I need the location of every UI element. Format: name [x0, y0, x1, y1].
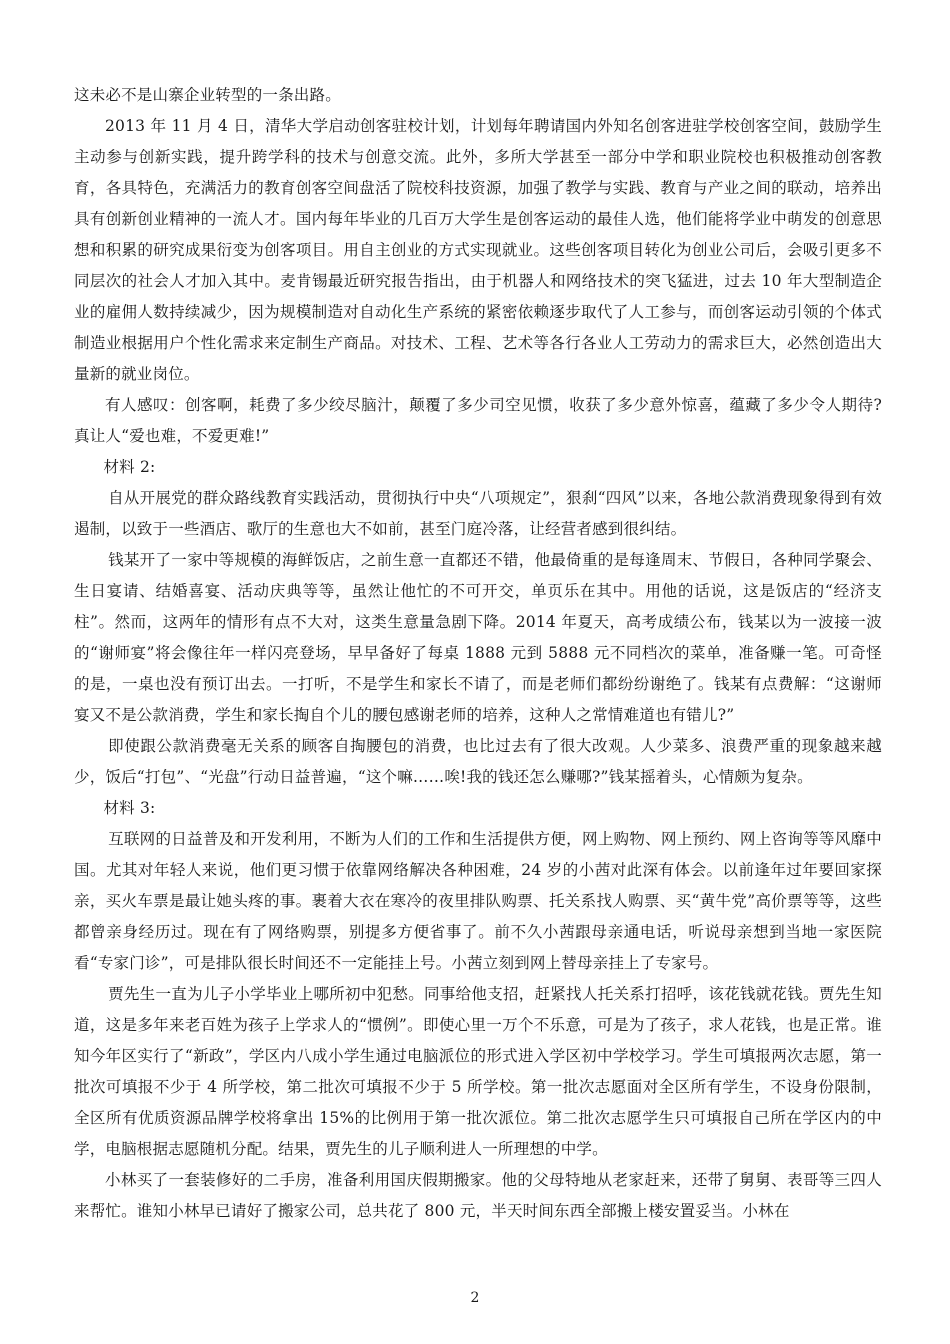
paragraph-7: 即使跟公款消费毫无关系的顾客自掏腰包的消费，也比过去有了很大改观。人少菜多、浪费严重的现象越来越少，饭后“打包”、“光盘”行动日益普遍，“这个嘛……唉!我的钱还怎么赚哪?”钱某摇着头，心情颇为复杂。	[74, 737, 882, 786]
paragraph-10: 贾先生一直为儿子小学毕业上哪所初中犯愁。同事给他支招，赶紧找人托关系打招呼，该花钱就花钱。贾先生知道，这是多年来老百姓为孩子上学求人的“惯例”。即使心里一万个不乐意，可是为了孩子，求人花钱，也是正常。谁知今年区实行了“新政”，学区内八成小学生通过电脑派位的形式进入学区初中学校学习。学生可填报两次志愿，第一批次可填报不少于 4 所学校，第二批次可填报不少于 5 所学校。第一批次志愿面对全区所有学生，不设身份限制，全区所有优质资源品牌学校将拿出 15%的比例用于第一批次派位。第二批次志愿学生只可填报自己所在学区内的中学，电脑根据志愿随机分配。结果，贾先生的儿子顺利进人一所理想的中学。	[74, 985, 882, 1158]
paragraph-1: 这未必不是山寨企业转型的一条出路。	[74, 86, 341, 104]
paragraph-3: 有人感叹：创客啊，耗费了多少绞尽脑汁，颠覆了多少司空见惯，收获了多少意外惊喜，蕴藏了多少令人期待?真让人“爱也难，不爱更难!”	[74, 396, 882, 445]
material-2-label: 材料 2:	[103, 458, 156, 476]
page-number: 2	[470, 1290, 480, 1306]
paragraph-9: 互联网的日益普及和开发利用，不断为人们的工作和生活提供方便，网上购物、网上预约、网上咨询等等风靡中国。尤其对年轻人来说，他们更习惯于依靠网络解决各种困难，24 岁的小茜对此深有体会。以前逢年过年要回家探亲，买火车票是最让她头疼的事。裹着大衣在寒冷的夜里排队购票、托关系找人购票、买“黄牛党”高价票等等，这些都曾亲身经历过。现在有了网络购票，别提多方便省事了。前不久小茜跟母亲通电话，听说母亲想到当地一家医院看“专家门诊”，可是排队很长时间还不一定能挂上号。小茜立刻到网上替母亲挂上了专家号。	[74, 830, 882, 972]
material-3-label: 材料 3:	[103, 799, 156, 817]
paragraph-2: 2013 年 11 月 4 日，清华大学启动创客驻校计划，计划每年聘请国内外知名创客进驻学校创客空间，鼓励学生主动参与创新实践，提升跨学科的技术与创意交流。此外，多所大学甚至一部分中学和职业院校也积极推动创客教育，各具特色，充满活力的教育创客空间盘活了院校科技资源，加强了教学与实践、教育与产业之间的联动，培养出具有创新创业精神的一流人才。国内每年毕业的几百万大学生是创客运动的最佳人选，他们能将学业中萌发的创意思想和积累的研究成果衍变为创客项目。用自主创业的方式实现就业。这些创客项目转化为创业公司后，会吸引更多不同层次的社会人才加入其中。麦肯锡最近研究报告指出，由于机器人和网络技术的突飞猛进，过去 10 年大型制造企业的雇佣人数持续减少，因为规模制造对自动化生产系统的紧密依赖逐步取代了人工参与，而创客运动引领的个体式制造业根据用户个性化需求来定制生产商品。对技术、工程、艺术等各行各业人工劳动力的需求巨大，必然创造出大量新的就业岗位。	[74, 117, 882, 383]
paragraph-6: 钱某开了一家中等规模的海鲜饭店，之前生意一直都还不错，他最倚重的是每逢周末、节假日，各种同学聚会、生日宴请、结婚喜宴、活动庆典等等，虽然让他忙的不可开交，单页乐在其中。用他的话说，这是饭店的“经济支柱”。然而，这两年的情形有点不大对，这类生意量急剧下降。2014 年夏天，高考成绩公布，钱某以为一波接一波的“谢师宴”将会像往年一样闪亮登场，早早备好了每桌 1888 元到 5888 元不同档次的菜单，准备赚一笔。可奇怪的是，一桌也没有预订出去。一打听，不是学生和家长不请了，而是老师们都纷纷谢绝了。钱某有点费解：“这谢师宴又不是公款消费，学生和家长掏自个儿的腰包感谢老师的培养，这种人之常情难道也有错儿?”	[74, 551, 882, 724]
document-body	[74, 80, 882, 1227]
paragraph-5: 自从开展党的群众路线教育实践活动，贯彻执行中央“八项规定”，狠刹“四风”以来，各地公款消费现象得到有效遏制，以致于一些酒店、歌厅的生意也大不如前，甚至门庭冷落，让经营者感到很纠结。	[74, 489, 882, 538]
paragraph-11: 小林买了一套装修好的二手房，准备利用国庆假期搬家。他的父母特地从老家赶来，还带了舅舅、表哥等三四人来帮忙。谁知小林早已请好了搬家公司，总共花了 800 元，半天时间东西全部搬上楼安置妥当。小林在	[74, 1171, 882, 1220]
